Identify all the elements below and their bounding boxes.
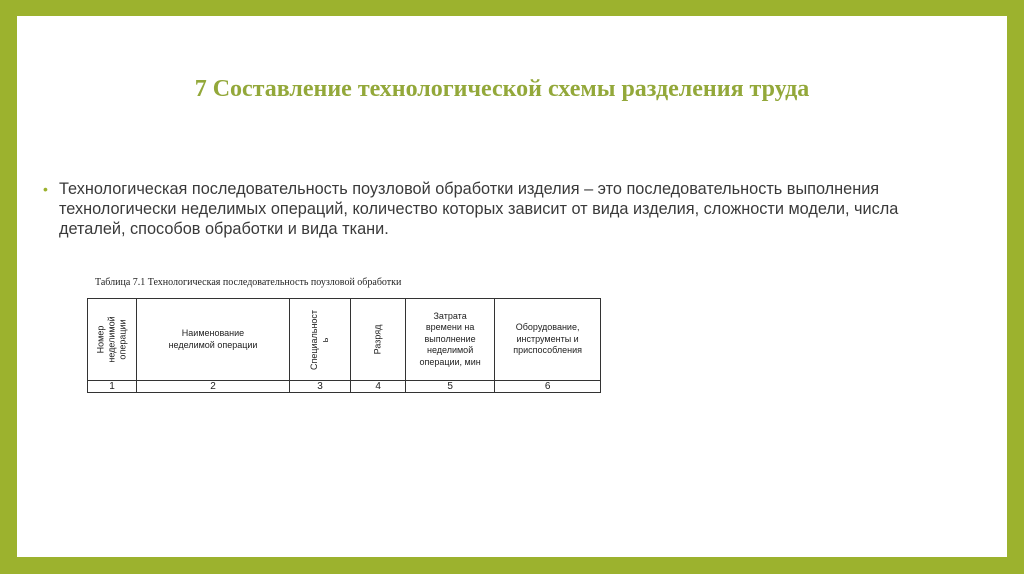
table-number-row	[88, 381, 601, 393]
table-cell: 6	[495, 381, 601, 393]
table-cell: 3	[290, 381, 351, 393]
table-cell: 2	[137, 381, 290, 393]
slide	[17, 16, 1007, 557]
header-line: Оборудование,	[515, 322, 580, 333]
table-cell: 4	[351, 381, 406, 393]
bullet-paragraph	[43, 179, 959, 239]
header-line: выполнение	[424, 333, 476, 344]
table-cell: 5	[406, 381, 495, 393]
table-header-row	[88, 299, 601, 381]
bullet-text: Технологическая последовательность поузловой обработки изделия – это последовательность выполнения технологически неделимых операций, количество которых зависит от вида изделия, сложности модели, числа деталей, способов обработки и вида ткани.	[59, 180, 899, 238]
slide-title: 7 Составление технологической схемы разделения труда	[194, 76, 810, 102]
header-line: неделимой операции	[168, 339, 258, 350]
header-cell-text	[96, 316, 129, 362]
table-caption: Таблица 7.1 Технологическая последовательность поузловой обработки	[95, 277, 402, 288]
header-operation-number	[88, 299, 137, 381]
header-line: времени на	[425, 322, 475, 333]
header-cell-text: Разряд	[372, 324, 383, 355]
table-cell: 1	[88, 381, 137, 393]
header-line: Затрата	[433, 310, 467, 321]
header-line: операции	[117, 319, 128, 360]
header-cell-text	[309, 309, 331, 369]
header-line: Наименование	[181, 328, 245, 338]
header-line: инструменты и	[516, 333, 579, 344]
header-line: операции, мин	[419, 356, 481, 367]
header-line: неделимой	[426, 345, 474, 356]
header-equipment	[495, 299, 601, 381]
header-line: Специальност	[309, 309, 320, 370]
header-specialty	[290, 299, 351, 381]
header-line: ь	[320, 337, 331, 342]
header-operation-name	[137, 299, 290, 381]
header-time	[406, 299, 495, 381]
header-line: приспособления	[513, 345, 582, 356]
operations-table	[87, 298, 601, 393]
bullet-icon: •	[43, 181, 48, 197]
header-grade	[351, 299, 406, 381]
header-line: неделимой	[106, 316, 117, 363]
header-line: Номер	[95, 325, 106, 354]
